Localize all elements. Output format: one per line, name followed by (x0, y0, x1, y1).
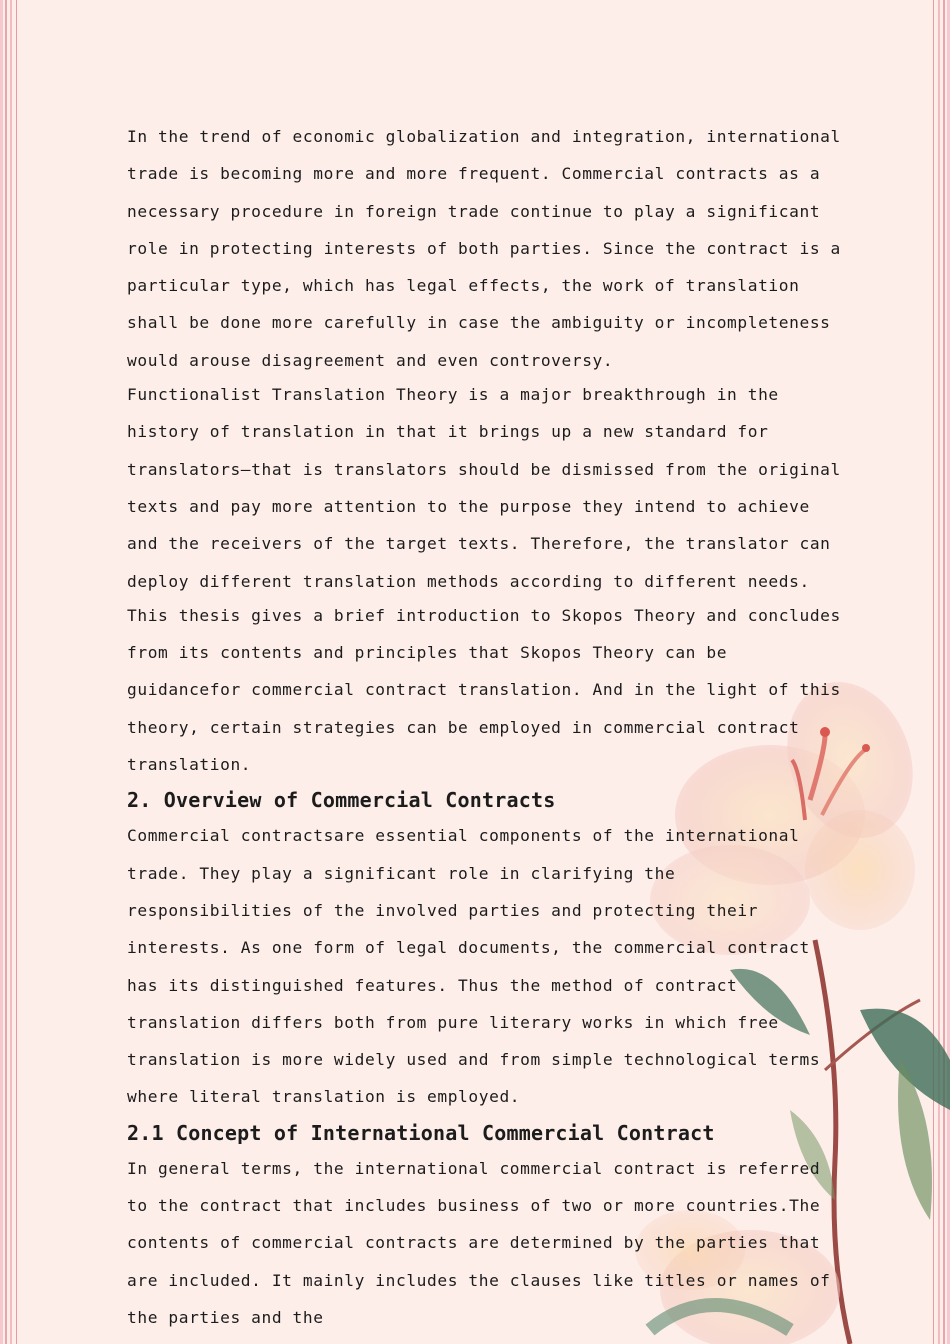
intro-paragraph-2: Functionalist Translation Theory is a major breakthrough in the history of translation in that it brings up a new standard for translators—that is translators should be dismissed from the original texts and pay more attention to the purpose they intend to achieve and the receivers of the target texts. Therefore, the translator can deploy different translation methods according to different needs. (127, 385, 841, 591)
document-body (127, 118, 842, 1336)
intro-paragraph-3: This thesis gives a brief introduction to Skopos Theory and concludes from its contents and principles that Skopos Theory can be guidancefor commercial contract translation. And in the light of this theory, certain strategies can be employed in commercial contract translation. (127, 605, 841, 775)
section-2-1-paragraph: In general terms, the international commercial contract is referred to the contract that includes business of two or more countries.The contents of commercial contracts are determined by the parties that are included. It mainly includes the clauses like titles or names of the parties and the (127, 1158, 831, 1327)
section-2-paragraph: Commercial contractsare essential components of the international trade. They play a significant role in clarifying the responsibilities of the involved parties and protecting their interests. As one form of legal documents, the commercial contract has its distinguished features. Thus the method of contract translation differs both from pure literary works in which free translation is more widely used and from simple technological terms where literal translation is employed. (127, 826, 821, 1107)
section-2-heading: 2. Overview of Commercial Contracts (127, 788, 556, 813)
section-2-1-heading: 2.1 Concept of International Commercial Contract (127, 1120, 715, 1145)
intro-paragraph-1: In the trend of economic globalization and integration, international trade is becoming more and more frequent. Commercial contracts as a necessary procedure in foreign trade continue to play a significant role in protecting interests of both parties. Since the contract is a particular type, which has legal effects, the work of translation shall be done more carefully in case the ambiguity or incompleteness would arouse disagreement and even controversy. (127, 127, 841, 370)
left-ribbon-border (0, 0, 22, 1344)
